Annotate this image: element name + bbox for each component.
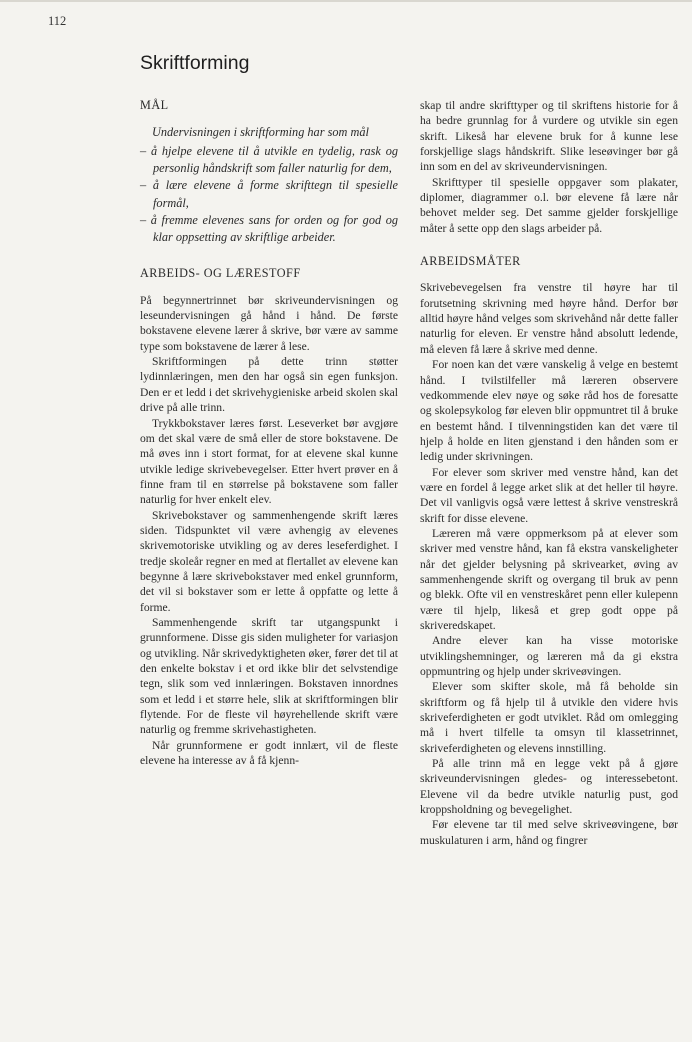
paragraph: Sammenhengende skrift tar utgangspunkt i grunnformene. Disse gis siden muligheter for variasjon og utvikling. Når skrivedyktigheten øker, fører det til at den enkelte bokstav i et ord ikke blir det selvstendige tegn, slik som ved innlæringen. Bokstaven innordnes som et ledd i et større hele, slik at skriftformingen blir flytende. For de fleste vil høyrehellende skrift være naturlig og fremme skrivehastigheten. — [140, 615, 398, 737]
paragraph: skap til andre skrifttyper og til skriftens historie for å ha bedre grunnlag for å vurdere og utvikle sin egen skrift. Likeså har elevene bruk for å kunne lese forskjellige slags håndskrift. Slike leseøvinger bør gå inn som en del av skriveundervisningen. — [420, 99, 678, 174]
left-column — [140, 98, 398, 768]
right-column — [420, 98, 678, 848]
paragraph: Skrifttyper til spesielle oppgaver som plakater, diplomer, diagrammer o.l. bør elevene få lære når behovet melder seg. Det samme gjelder forskjellige måter å sette opp den slags arbeider på. — [420, 175, 678, 235]
paragraph: På begynnertrinnet bør skriveundervisningen og leseundervisningen gå hånd i hånd. De første bokstavene elevene lærer å skrive, bør være av samme type som bokstavene de lærer å lese. — [140, 293, 398, 353]
paragraph: Læreren må være oppmerksom på at elever som skriver med venstre hånd, kan få ekstra vanskeligheter når det gjelder belysning på skrivearket, øving av sammenhengende skrift og overgang til bruk av penn og blekk. Ofte vil en venstreskåret penn eller kulepenn være til hjelp, likeså et grep godt oppe på skriveredskapet. — [420, 526, 678, 632]
paragraph: Trykkbokstaver læres først. Leseverket bør avgjøre om det skal være de små eller de store bokstavene. De må øves inn i stort format, for at elevene skal kunne utvikle ledige skrivebevegelser. Etter hvert prøver en å finne fram til en størrelse på bokstavene som faller naturlig for hver enkelt elev. — [140, 416, 398, 507]
goals-heading: MÅL — [140, 98, 169, 112]
paragraph: Elever som skifter skole, må få beholde sin skriftform og få hjelp til å utvikle den videre hvis skriveferdigheten er godt utviklet. Råd om omlegging må i hvert tilfelle ta omsyn til klassetrinnet, skriveferdigheten og elevens innstilling. — [420, 680, 678, 755]
paragraph: Når grunnformene er godt innlært, vil de fleste elevene ha interesse av å få kjenn- — [140, 738, 398, 768]
goal-item: – å hjelpe elevene til å utvikle en tydelig, rask og personlig håndskrift som faller naturlig for dem, — [140, 143, 398, 175]
paragraph: For noen kan det være vanskelig å velge en bestemt hånd. I tvilstilfeller må læreren observere vedkommende elev nøye og søke råd hos de foresatte og skolepsykolog før eleven blir oppmuntret til å bruke en bestemt hånd. I tilvenningstiden kan det være til hjelp å holde en liten gjenstand i den hånden som er ledig under skrivningen. — [420, 358, 678, 464]
page-number: 112 — [48, 14, 67, 28]
goals-block — [140, 124, 398, 246]
goal-item: – å fremme elevenes sans for orden og for god og klar oppsetting av skriftlige arbeider. — [140, 212, 398, 245]
top-edge-line — [0, 0, 692, 2]
paragraph: For elever som skriver med venstre hånd, kan det være en fordel å legge arket slik at det heller til høyre. Det vil vanligvis også være lettest å skrive venstreskrå skrift for disse elevene. — [420, 465, 678, 525]
methods-heading: ARBEIDSMÅTER — [420, 254, 521, 269]
paragraph: På alle trinn må en legge vekt på å gjøre skriveundervisningen gledes- og interessebetont. Elevene vil da bedre utvikle naturlig pust, god kroppsholdning og bevegelighet. — [420, 757, 678, 817]
paragraph: Skrivebevegelsen fra venstre til høyre har til forutsetning skrivning med høyre hånd. Derfor bør alltid høyre hånd velges som skrivehånd når dette faller naturlig for eleven. Er venstre hånd absolutt ledende, må eleven få lære å skrive med denne. — [420, 281, 678, 356]
goals-intro: Undervisningen i skriftforming har som mål — [152, 125, 369, 140]
paragraph: Skriftformingen på dette trinn støtter lydinnlæringen, men den har også sin egen funksjon. Den er et ledd i det skrivehygieniske arbeid skolen skal drive på alle trinn. — [140, 355, 398, 415]
paragraph: Andre elever kan ha visse motoriske utviklingshemninger, og læreren må da gi ekstra oppmuntring og hjelp under skriveøvingen. — [420, 634, 678, 679]
paragraph: Skrivebokstaver og sammenhengende skrift læres siden. Tidspunktet vil være avhengig av elevenes skrivemotoriske utvikling og av deres leseferdighet. I tredje skoleår regner en med at flertallet av elevene kan begynne å lære skrivebokstaver med enkel grunnform, det vil si bokstaver som er lette å oppfatte og lette å forme. — [140, 508, 398, 614]
page-title: Skriftforming — [140, 52, 250, 74]
paragraph: Før elevene tar til med selve skriveøvingene, bør muskulaturen i arm, hånd og fingrer — [420, 818, 678, 847]
content-heading: ARBEIDS- OG LÆRESTOFF — [140, 266, 301, 281]
goal-item: – å lære elevene å forme skrifttegn til spesielle formål, — [140, 178, 398, 210]
